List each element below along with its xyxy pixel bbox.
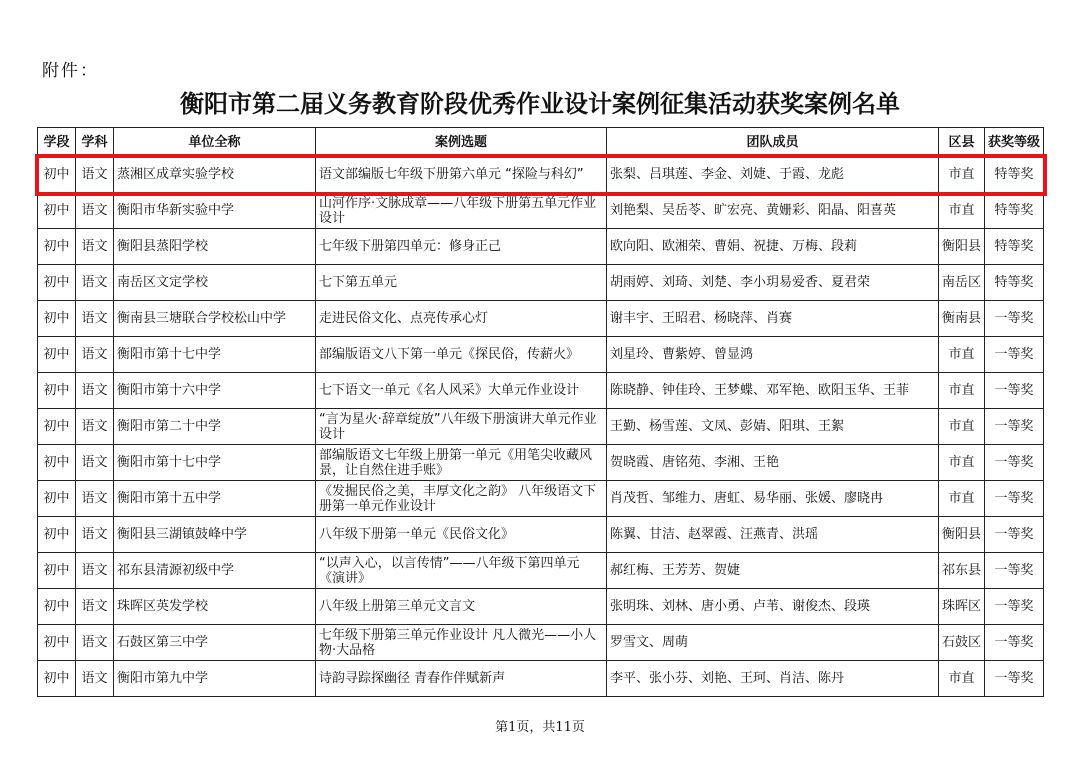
cell-county: 珠晖区: [939, 589, 985, 625]
cell-subject: 语文: [76, 301, 114, 337]
cell-stage: 初中: [38, 661, 76, 697]
cell-subject: 语文: [76, 553, 114, 589]
cell-topic: 走进民俗文化、点亮传承心灯: [316, 301, 607, 337]
cell-subject: 语文: [76, 265, 114, 301]
cell-subject: 语文: [76, 517, 114, 553]
cell-stage: 初中: [38, 589, 76, 625]
table-row: [38, 265, 1044, 301]
page-footer: 第1页，共11页: [495, 720, 585, 735]
cell-unit: 衡阳市第九中学: [114, 661, 316, 697]
cell-award: 特等奖: [985, 193, 1044, 229]
table-row: [38, 157, 1044, 193]
cell-county: 石鼓区: [939, 625, 985, 661]
column-header-subject: 学科: [76, 128, 114, 157]
column-header-topic: 案例选题: [316, 128, 607, 157]
cell-members: 李平、张小芬、刘艳、王珂、肖洁、陈丹: [607, 661, 939, 697]
cell-stage: 初中: [38, 517, 76, 553]
cell-award: 一等奖: [985, 589, 1044, 625]
cell-award: 一等奖: [985, 625, 1044, 661]
cell-members: 肖茂哲、邹维力、唐虹、易华丽、张媛、廖晓冉: [607, 481, 939, 517]
cell-county: 衡阳县: [939, 517, 985, 553]
cell-stage: 初中: [38, 481, 76, 517]
cell-county: 衡南县: [939, 301, 985, 337]
cell-stage: 初中: [38, 373, 76, 409]
cell-topic: 八年级上册第三单元文言文: [316, 589, 607, 625]
cell-topic: 八年级下册第一单元《民俗文化》: [316, 517, 607, 553]
cell-unit: 蒸湘区成章实验学校: [114, 157, 316, 193]
cell-stage: 初中: [38, 265, 76, 301]
table-row: [38, 625, 1044, 661]
table-row: [38, 229, 1044, 265]
table-row: [38, 517, 1044, 553]
cell-unit: 衡阳市第十六中学: [114, 373, 316, 409]
cell-stage: 初中: [38, 409, 76, 445]
cell-unit: 石鼓区第三中学: [114, 625, 316, 661]
cell-subject: 语文: [76, 481, 114, 517]
cell-stage: 初中: [38, 553, 76, 589]
cell-members: 张梨、吕琪莲、李金、刘婕、于霞、龙彪: [607, 157, 939, 193]
cell-stage: 初中: [38, 157, 76, 193]
cell-subject: 语文: [76, 229, 114, 265]
cell-county: 衡阳县: [939, 229, 985, 265]
table-row: [38, 409, 1044, 445]
table-row: [38, 445, 1044, 481]
cell-members: 张明珠、刘林、唐小勇、卢苇、谢俊杰、段瑛: [607, 589, 939, 625]
cell-stage: 初中: [38, 337, 76, 373]
cell-members: 刘艳梨、吴岳苓、旷宏亮、黄姗彩、阳晶、阳喜英: [607, 193, 939, 229]
cell-subject: 语文: [76, 337, 114, 373]
cell-topic: 七下第五单元: [316, 265, 607, 301]
cell-county: 市直: [939, 661, 985, 697]
cell-county: 市直: [939, 157, 985, 193]
cell-unit: 衡阳市第十七中学: [114, 445, 316, 481]
cell-award: 一等奖: [985, 301, 1044, 337]
award-list-table: [37, 127, 1044, 697]
cell-topic: “以声入心，以言传情”——八年级下第四单元《演讲》: [316, 553, 607, 589]
cell-topic: “言为星火·辞章绽放”八年级下册演讲大单元作业设计: [316, 409, 607, 445]
cell-members: 欧向阳、欧湘荣、曹娟、祝捷、万梅、段莉: [607, 229, 939, 265]
cell-topic: 《发掘民俗之美，丰厚文化之韵》 八年级语文下册第一单元作业设计: [316, 481, 607, 517]
cell-award: 特等奖: [985, 229, 1044, 265]
cell-stage: 初中: [38, 229, 76, 265]
cell-members: 刘星玲、曹紫婷、曾显鸿: [607, 337, 939, 373]
cell-members: 陈翼、甘洁、赵翠霞、汪燕青、洪瑶: [607, 517, 939, 553]
cell-stage: 初中: [38, 193, 76, 229]
cell-topic: 七年级下册第四单元：修身正己: [316, 229, 607, 265]
cell-award: 一等奖: [985, 661, 1044, 697]
cell-topic: 诗韵寻踪探幽径 青春作伴赋新声: [316, 661, 607, 697]
cell-stage: 初中: [38, 625, 76, 661]
cell-subject: 语文: [76, 661, 114, 697]
cell-subject: 语文: [76, 409, 114, 445]
cell-award: 一等奖: [985, 409, 1044, 445]
cell-topic: 七下语文一单元《名人风采》大单元作业设计: [316, 373, 607, 409]
cell-county: 市直: [939, 373, 985, 409]
table-row: [38, 553, 1044, 589]
cell-award: 一等奖: [985, 517, 1044, 553]
cell-award: 一等奖: [985, 445, 1044, 481]
cell-stage: 初中: [38, 301, 76, 337]
cell-members: 罗雪文、周萌: [607, 625, 939, 661]
cell-unit: 衡阳市第十五中学: [114, 481, 316, 517]
cell-award: 一等奖: [985, 481, 1044, 517]
cell-subject: 语文: [76, 157, 114, 193]
column-header-unit: 单位全称: [114, 128, 316, 157]
cell-unit: 南岳区文定学校: [114, 265, 316, 301]
cell-members: 胡雨婷、刘琦、刘楚、李小玥易爱香、夏君荣: [607, 265, 939, 301]
table-row: [38, 301, 1044, 337]
table-row: [38, 589, 1044, 625]
cell-award: 特等奖: [985, 265, 1044, 301]
cell-county: 市直: [939, 409, 985, 445]
cell-subject: 语文: [76, 373, 114, 409]
cell-county: 南岳区: [939, 265, 985, 301]
column-header-members: 团队成员: [607, 128, 939, 157]
table-header-row: [38, 128, 1044, 157]
cell-subject: 语文: [76, 625, 114, 661]
cell-subject: 语文: [76, 445, 114, 481]
document-title: 衡阳市第二届义务教育阶段优秀作业设计案例征集活动获奖案例名单: [180, 89, 900, 118]
table-row: [38, 481, 1044, 517]
cell-award: 一等奖: [985, 337, 1044, 373]
cell-members: 郝红梅、王芳芳、贺婕: [607, 553, 939, 589]
cell-unit: 祁东县清源初级中学: [114, 553, 316, 589]
table-row: [38, 373, 1044, 409]
cell-unit: 衡阳市第十七中学: [114, 337, 316, 373]
table-row: [38, 661, 1044, 697]
cell-county: 市直: [939, 193, 985, 229]
cell-topic: 七年级下册第三单元作业设计 凡人微光——小人物·大品格: [316, 625, 607, 661]
cell-award: 特等奖: [985, 157, 1044, 193]
cell-members: 王勤、杨雪莲、文凤、彭婧、阳琪、王絮: [607, 409, 939, 445]
cell-members: 贺晓霞、唐铭苑、李湘、王艳: [607, 445, 939, 481]
column-header-award: 获奖等级: [985, 128, 1044, 157]
cell-topic: 山河作序·文脉成章——八年级下册第五单元作业设计: [316, 193, 607, 229]
attachment-label: 附件：: [42, 61, 99, 81]
cell-county: 市直: [939, 481, 985, 517]
cell-unit: 衡阳市华新实验中学: [114, 193, 316, 229]
cell-members: 谢丰宇、王昭君、杨晓萍、肖赛: [607, 301, 939, 337]
cell-unit: 衡阳县三湖镇鼓峰中学: [114, 517, 316, 553]
cell-topic: 部编版语文八下第一单元《探民俗，传薪火》: [316, 337, 607, 373]
cell-county: 祁东县: [939, 553, 985, 589]
cell-unit: 衡南县三塘联合学校松山中学: [114, 301, 316, 337]
cell-unit: 珠晖区英发学校: [114, 589, 316, 625]
cell-county: 市直: [939, 445, 985, 481]
cell-topic: 语文部编版七年级下册第六单元 “探险与科幻”: [316, 157, 607, 193]
cell-award: 一等奖: [985, 553, 1044, 589]
cell-county: 市直: [939, 337, 985, 373]
column-header-county: 区县: [939, 128, 985, 157]
table-row: [38, 337, 1044, 373]
cell-stage: 初中: [38, 445, 76, 481]
cell-unit: 衡阳县蒸阳学校: [114, 229, 316, 265]
cell-topic: 部编版语文七年级上册第一单元《用笔尖收藏风景，让自然住进手账》: [316, 445, 607, 481]
table-row: [38, 193, 1044, 229]
cell-award: 一等奖: [985, 373, 1044, 409]
cell-unit: 衡阳市第二十中学: [114, 409, 316, 445]
cell-subject: 语文: [76, 193, 114, 229]
cell-members: 陈晓静、钟佳玲、王梦蝶、邓军艳、欧阳玉华、王菲: [607, 373, 939, 409]
cell-subject: 语文: [76, 589, 114, 625]
column-header-stage: 学段: [38, 128, 76, 157]
